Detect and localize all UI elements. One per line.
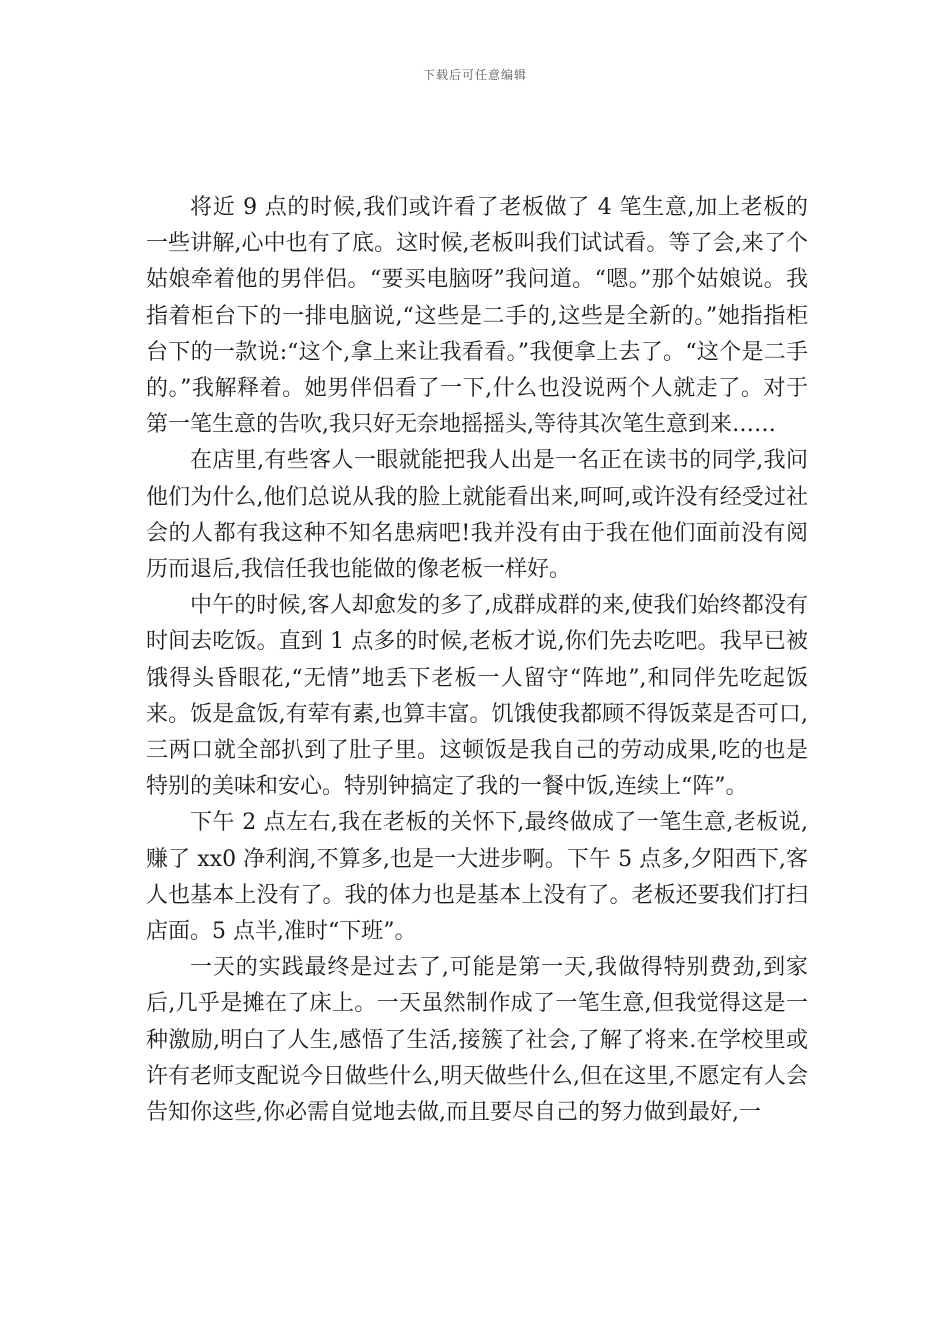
paragraph-1: 将近 9 点的时候,我们或许看了老板做了 4 笔生意,加上老板的一些讲解,心中也有了底。这时候,老板叫我们试试看。等了会,来了个姑娘牵着他的男伴侣。“要买电脑呀”我问道。“嗯。”那个姑娘说。我指着柜台下的一排电脑说,“这些是二手的,这些是全新的。”她指指柜台下的一款说:“这个,拿上来让我看看。”我便拿上去了。“这个是二手的。”我解释着。她男伴侣看了一下,什么也没说两个人就走了。对于第一笔生意的告吹,我只好无奈地摇摇头,等待其次笔生意到来…… — [146, 195, 808, 438]
paragraph-4: 下午 2 点左右,我在老板的关怀下,最终做成了一笔生意,老板说,赚了 xx0 净利润,不算多,也是一大进步啊。下午 5 点多,夕阳西下,客人也基本上没有了。我的体力也是基本上没有了。老板还要我们打扫店面。5 点半,准时“下班”。 — [146, 810, 808, 945]
paragraph-2: 在店里,有些客人一眼就能把我人出是一名正在读书的同学,我问他们为什么,他们总说从我的脸上就能看出来,呵呵,或许没有经受过社会的人都有我这种不知名患病吧!我并没有由于我在他们面前没有阅历而退后,我信任我也能做的像老板一样好。 — [146, 448, 808, 583]
page-header: 下载后可任意编辑 — [422, 68, 527, 82]
paragraph-3: 中午的时候,客人却愈发的多了,成群成群的来,使我们始终都没有时间去吃饭。直到 1 点多的时候,老板才说,你们先去吃吧。我早已被饿得头昏眼花,“无情”地丢下老板一人留守“阵地”,和同伴先吃起饭来。饭是盒饭,有荤有素,也算丰富。饥饿使我都顾不得饭菜是否可口,三两口就全部扒到了肚子里。这顿饭是我自己的劳动成果,吃的也是特别的美味和安心。特别钟搞定了我的一餐中饭,连续上“阵”。 — [146, 593, 808, 800]
paragraph-5: 一天的实践最终是过去了,可能是第一天,我做得特别费劲,到家后,几乎是摊在了床上。一天虽然制作成了一笔生意,但我觉得这是一种激励,明白了人生,感悟了生活,接簇了社会,了解了将来.在学校里或许有老师支配说今日做些什么,明天做些什么,但在这里,不愿定有人会告知你这些,你必需自觉地去做,而且要尽自己的努力做到最好,一 — [146, 955, 808, 1126]
document-body — [146, 190, 808, 1131]
